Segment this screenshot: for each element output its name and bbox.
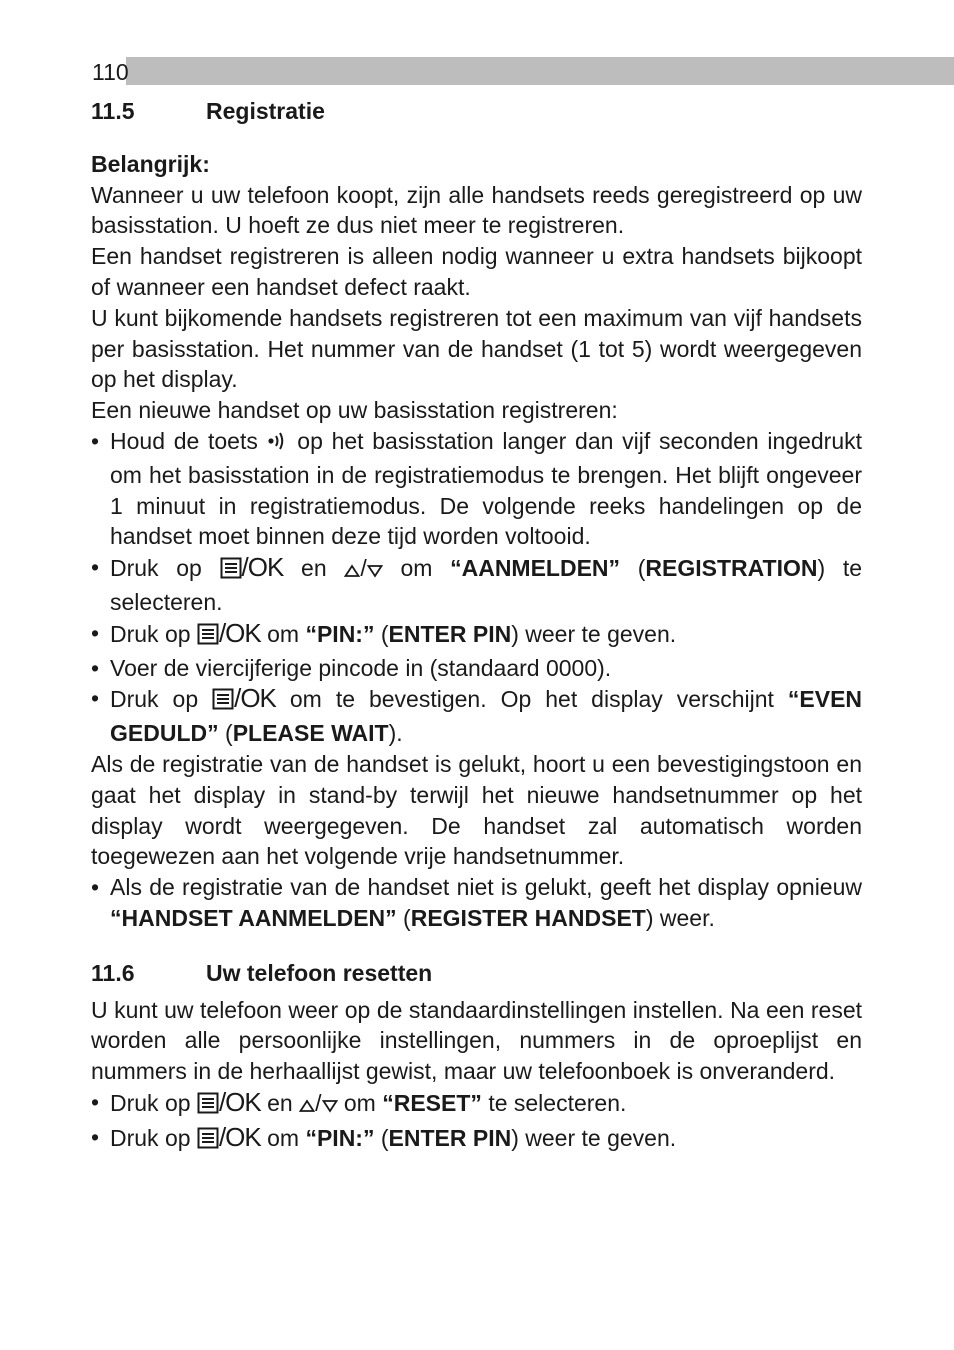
down-arrow-icon — [367, 556, 383, 587]
section-heading-11-6 — [91, 958, 862, 989]
list-item: • Druk op /OK en / om “AANMELDEN” (REGISTRATION) te selecteren. — [91, 552, 862, 618]
paragraph: Als de registratie van de handset is gelukt, hoort u een bevestigingstoon en gaat het display in stand-by terwijl het nieuwe handsetnummer op het display wordt weergegeven. De handset zal automatisch worden toegewezen aan het volgende vrije handsetnummer. — [91, 750, 862, 870]
ok-label: /OK — [218, 1121, 261, 1152]
menu-icon — [197, 1126, 219, 1157]
paragraph: U kunt bijkomende handsets registreren tot een maximum van vijf handsets per basisstation. Het nummer van de handset (1 tot 5) wordt weergegeven op het display. — [91, 304, 862, 393]
ok-label: /OK — [234, 683, 276, 714]
paging-key-icon — [267, 429, 289, 460]
ok-label: /OK — [218, 1086, 261, 1117]
list-item: • Houd de toets op het basisstation langer dan vijf seconden ingedrukt om het basisstation in de registratiemodus te brengen. Het blijft ongeveer 1 minuut in registratiemodus. De volgende reeks handelingen op de handset moet binnen deze tijd worden voltooid. — [91, 426, 862, 552]
paragraph: Wanneer u uw telefoon koopt, zijn alle handsets reeds geregistreerd op uw basisstation. U hoeft ze dus niet meer te registreren. — [91, 181, 862, 239]
page-number: 110 — [92, 59, 129, 85]
menu-icon — [220, 556, 242, 587]
list-item: • Druk op /OK om “PIN:” (ENTER PIN) weer te geven. — [91, 1122, 862, 1157]
header-bar — [92, 57, 954, 85]
page-content — [91, 96, 862, 1157]
paragraph: U kunt uw telefoon weer op de standaardinstellingen instellen. Na een reset worden alle persoonlijke instellingen, nummers in de oproeplijst en nummers in de herhaallijst gewist, maar uw telefoonboek is onveranderd. — [91, 996, 862, 1085]
section-title: Registratie — [206, 98, 325, 124]
menu-icon — [197, 622, 219, 653]
list-item: • Voer de viercijferige pincode in (standaard 0000). — [91, 653, 862, 684]
down-arrow-icon — [322, 1091, 338, 1122]
important-label: Belangrijk: — [91, 150, 210, 177]
menu-icon — [197, 1091, 219, 1122]
up-arrow-icon — [344, 556, 360, 587]
section-number: 11.6 — [91, 959, 135, 986]
list-item: • Druk op /OK en / om “RESET” te selecteren. — [91, 1087, 862, 1122]
menu-icon — [212, 687, 234, 718]
section-heading-11-5 — [91, 96, 862, 127]
paragraph: Een handset registreren is alleen nodig wanneer u extra handsets bijkoopt of wanneer een handset defect raakt. — [91, 243, 862, 300]
list-item: • Als de registratie van de handset niet is gelukt, geeft het display opnieuw “HANDSET AANMELDEN” (REGISTER HANDSET) weer. — [91, 872, 862, 934]
list-item: • Druk op /OK om “PIN:” (ENTER PIN) weer te geven. — [91, 618, 862, 653]
up-arrow-icon — [299, 1091, 315, 1122]
paragraph: Een nieuwe handset op uw basisstation registreren: — [91, 397, 618, 424]
ok-label: /OK — [218, 617, 261, 648]
section-number: 11.5 — [91, 98, 135, 124]
section-title: Uw telefoon resetten — [206, 959, 433, 986]
list-item: • Druk op /OK om te bevestigen. Op het display verschijnt “EVEN GEDULD” (PLEASE WAIT). — [91, 683, 862, 749]
ok-label: /OK — [241, 552, 284, 583]
